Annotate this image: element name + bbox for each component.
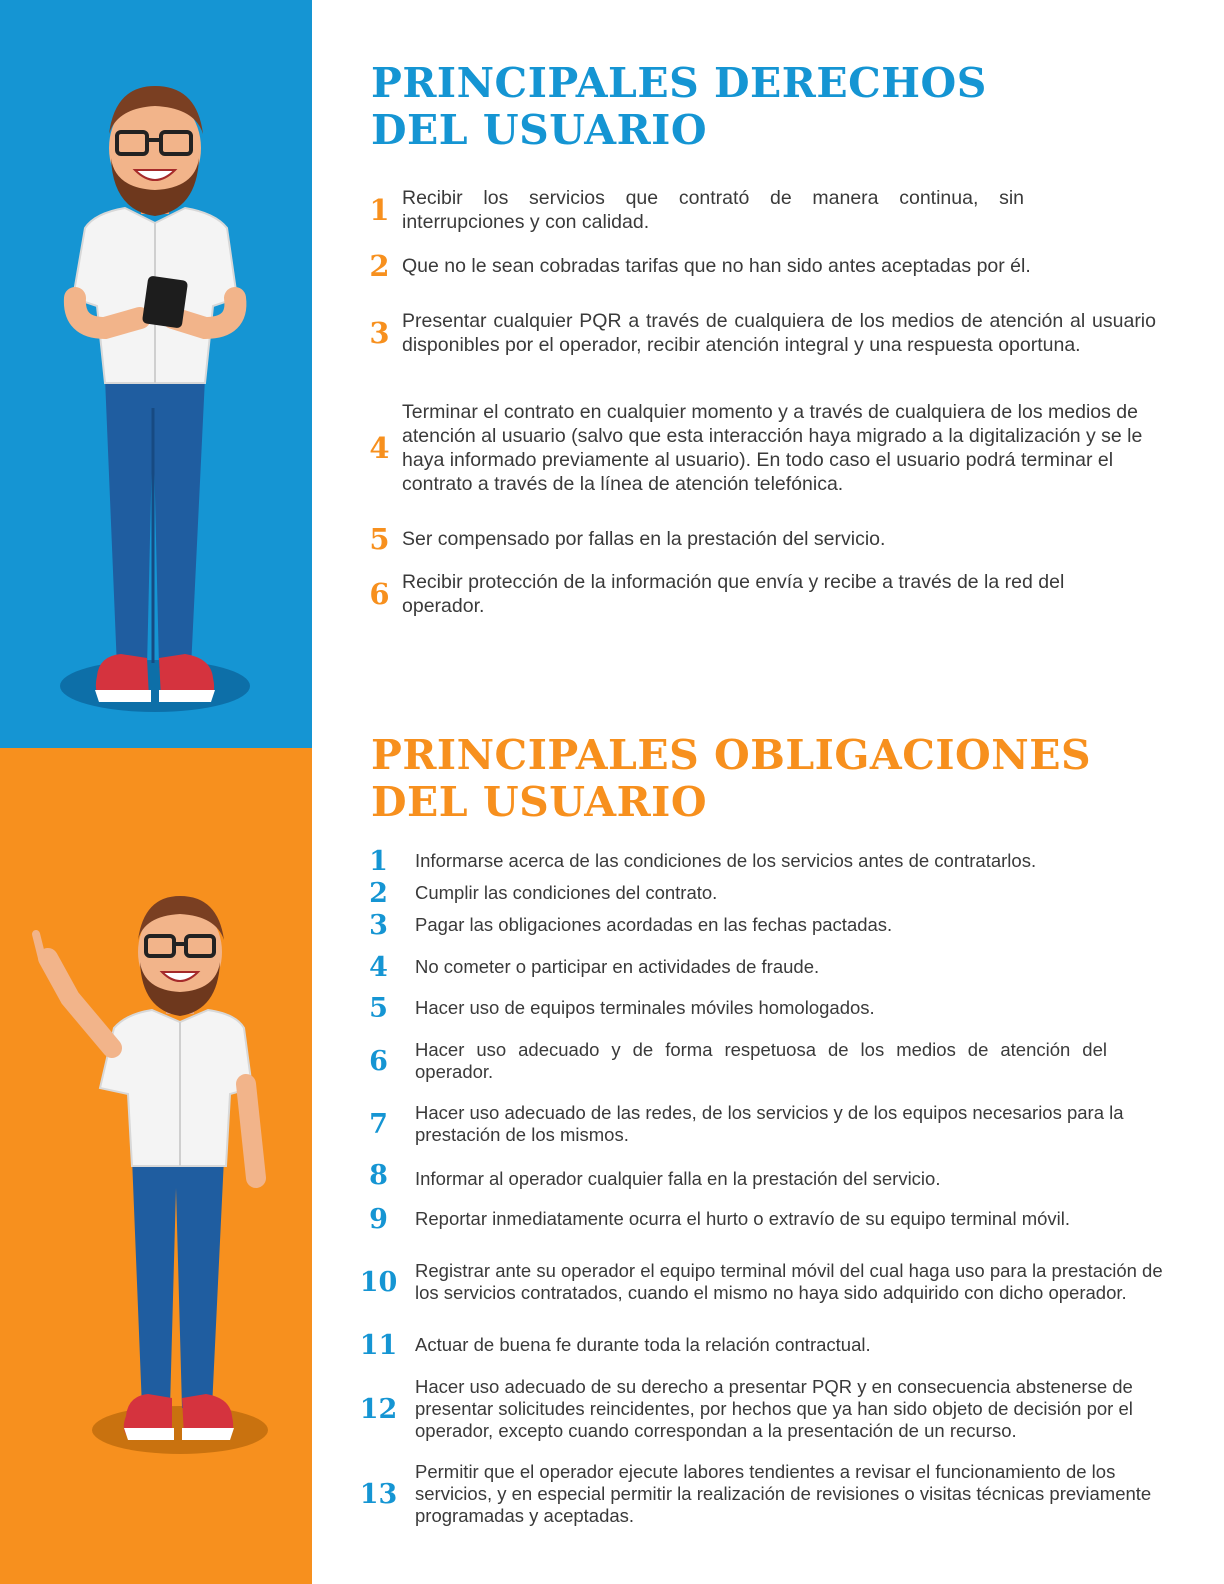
obligations-heading bbox=[371, 732, 1091, 826]
list-item bbox=[356, 1038, 1166, 1084]
item-text: Informarse acerca de las condiciones de los servicios antes de contratarlos. bbox=[415, 850, 1037, 871]
item-number: 10 bbox=[359, 1266, 398, 1298]
item-text: Registrar ante su operador el equipo terminal móvil del cual haga uso para la prestación de los servicios contratados, cuando el mismo no haya sido adquirido con dicho operador. bbox=[415, 1260, 1163, 1303]
item-text: Terminar el contrato en cualquier momento y a través de cualquiera de los medios de atención al usuario (salvo que esta interacción haya migrado a la digitalización y se le haya informado previamente al usuario). En todo caso el usuario podrá terminar el contrato a través de la línea de atención telefónica. bbox=[402, 401, 1143, 495]
item-text: Presentar cualquier PQR a través de cualquiera de los medios de atención al usuario disponibles por el operador, recibir atención integral y una respuesta oportuna. bbox=[402, 310, 1156, 356]
list-item bbox=[364, 297, 1156, 369]
item-number: 2 bbox=[369, 249, 390, 283]
item-number: 3 bbox=[369, 316, 390, 350]
item-number: 8 bbox=[369, 1159, 388, 1191]
item-text: No cometer o participar en actividades de fraude. bbox=[415, 956, 820, 977]
item-number: 1 bbox=[369, 845, 388, 877]
list-item bbox=[356, 1101, 1166, 1147]
item-text: Cumplir las condiciones del contrato. bbox=[415, 882, 718, 903]
rights-heading-line2: DEL USUARIO bbox=[371, 106, 708, 154]
list-item bbox=[356, 993, 1166, 1023]
list-item bbox=[364, 522, 1084, 556]
man-with-phone-illustration bbox=[55, 78, 255, 718]
item-number: 6 bbox=[369, 1045, 388, 1077]
man-pointing-illustration bbox=[30, 888, 290, 1468]
item-number: 4 bbox=[369, 951, 388, 983]
list-item bbox=[356, 1460, 1166, 1528]
rights-heading-line1: PRINCIPALES DERECHOS bbox=[371, 59, 987, 107]
list-item bbox=[356, 1204, 1166, 1234]
item-number: 1 bbox=[369, 193, 390, 227]
item-number: 9 bbox=[369, 1203, 388, 1235]
item-text: Ser compensado por fallas en la prestación del servicio. bbox=[402, 528, 886, 550]
item-text: Hacer uso adecuado de las redes, de los servicios y de los equipos necesarios para la prestación de los mismos. bbox=[415, 1102, 1124, 1145]
item-number: 3 bbox=[369, 909, 388, 941]
list-item bbox=[356, 846, 1166, 876]
item-number: 13 bbox=[359, 1478, 398, 1510]
obligations-heading-line1: PRINCIPALES OBLIGACIONES bbox=[371, 731, 1092, 779]
item-text: Que no le sean cobradas tarifas que no han sido antes aceptadas por él. bbox=[402, 255, 1031, 277]
item-number: 5 bbox=[369, 992, 388, 1024]
list-item bbox=[356, 910, 1166, 940]
list-item bbox=[356, 1248, 1166, 1316]
list-item bbox=[356, 1158, 1166, 1192]
item-text: Pagar las obligaciones acordadas en las fechas pactadas. bbox=[415, 914, 893, 935]
item-text: Reportar inmediatamente ocurra el hurto o extravío de su equipo terminal móvil. bbox=[415, 1208, 1071, 1229]
rights-heading bbox=[371, 60, 987, 154]
item-number: 6 bbox=[369, 577, 390, 611]
list-item bbox=[364, 249, 1084, 283]
item-text: Hacer uso de equipos terminales móviles homologados. bbox=[415, 997, 875, 1018]
item-number: 2 bbox=[369, 877, 388, 909]
list-item bbox=[356, 878, 1166, 908]
item-number: 12 bbox=[359, 1393, 398, 1425]
item-text: Recibir los servicios que contrató de manera continua, sin interrupciones y con calidad. bbox=[402, 187, 1024, 233]
obligations-heading-line2: DEL USUARIO bbox=[371, 778, 708, 826]
item-number: 7 bbox=[369, 1108, 388, 1140]
item-text: Hacer uso adecuado de su derecho a presentar PQR y en consecuencia abstenerse de presentar solicitudes reincidentes, por hechos que ya han sido objeto de decisión por el operador, excepto cuando correspondan a la presentación de un recurso. bbox=[415, 1376, 1133, 1441]
list-item bbox=[364, 186, 1024, 234]
item-number: 4 bbox=[369, 431, 390, 465]
item-text: Actuar de buena fe durante toda la relación contractual. bbox=[415, 1334, 871, 1355]
list-item bbox=[364, 570, 1156, 618]
item-text: Recibir protección de la información que envía y recibe a través de la red del operador. bbox=[402, 571, 1065, 617]
item-text: Permitir que el operador ejecute labores tendientes a revisar el funcionamiento de los servicios, y en especial permitir la realización de revisiones o visitas técnicas previamente programadas y aceptadas. bbox=[415, 1461, 1152, 1526]
list-item bbox=[356, 952, 1166, 982]
item-text: Informar al operador cualquier falla en la prestación del servicio. bbox=[415, 1168, 941, 1189]
item-number: 5 bbox=[369, 522, 390, 556]
item-text: Hacer uso adecuado y de forma respetuosa de los medios de atención del operador. bbox=[415, 1039, 1107, 1082]
list-item bbox=[356, 1375, 1166, 1443]
item-number: 11 bbox=[359, 1329, 398, 1361]
list-item bbox=[364, 388, 1156, 508]
list-item bbox=[356, 1330, 1166, 1360]
